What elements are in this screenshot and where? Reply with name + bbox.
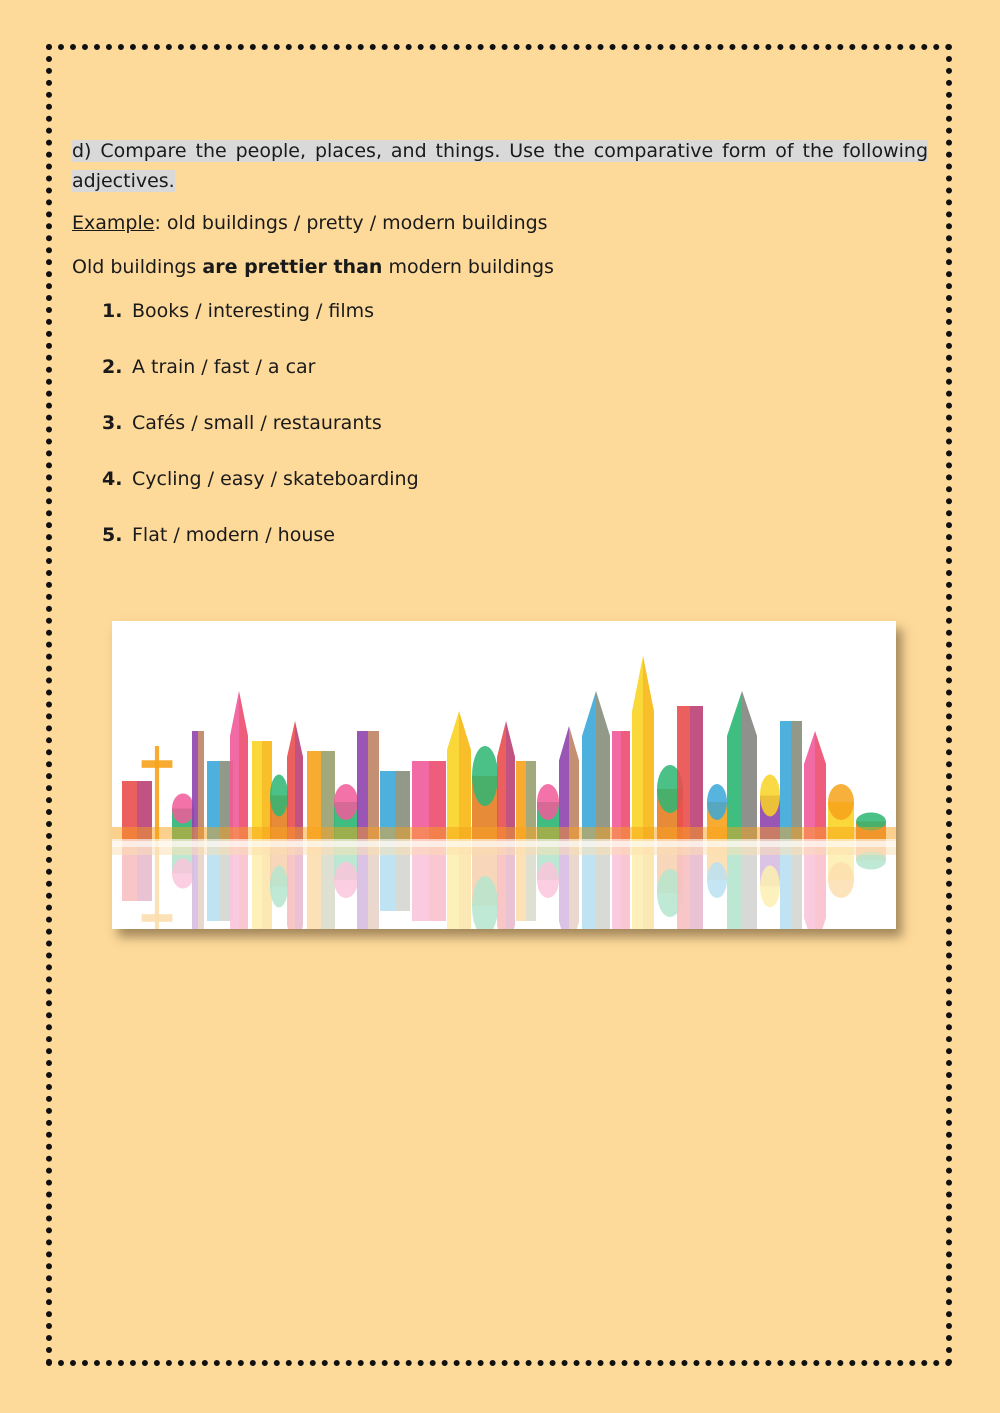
exercise-letter: d) — [72, 140, 92, 162]
model-answer — [72, 252, 928, 282]
model-after: modern buildings — [382, 256, 554, 278]
list-item — [102, 352, 928, 382]
list-item — [102, 296, 928, 326]
list-item — [102, 520, 928, 550]
example-text: : old buildings / pretty / modern buildings — [154, 212, 548, 234]
item-text: Cafés / small / restaurants — [132, 412, 382, 434]
item-text: Cycling / easy / skateboarding — [132, 468, 419, 490]
world-landmarks-skyline-icon — [112, 621, 896, 929]
list-item — [102, 464, 928, 494]
example-line — [72, 208, 928, 238]
item-number: 2. — [102, 356, 123, 378]
item-text: Flat / modern / house — [132, 524, 335, 546]
model-before: Old buildings — [72, 256, 203, 278]
exercise-list — [102, 296, 928, 550]
item-text: A train / fast / a car — [132, 356, 316, 378]
item-number: 3. — [102, 412, 123, 434]
model-comparative: are prettier than — [202, 256, 383, 278]
item-number: 1. — [102, 300, 123, 322]
example-label: Example — [72, 212, 155, 234]
instruction-text: Compare the people, places, and things. Use the comparative form of the following adjectives. — [72, 140, 929, 192]
item-number: 4. — [102, 468, 123, 490]
item-number: 5. — [102, 524, 123, 546]
exercise-instruction — [72, 136, 928, 196]
list-item — [102, 408, 928, 438]
item-text: Books / interesting / films — [132, 300, 375, 322]
exercise-content — [72, 136, 928, 576]
